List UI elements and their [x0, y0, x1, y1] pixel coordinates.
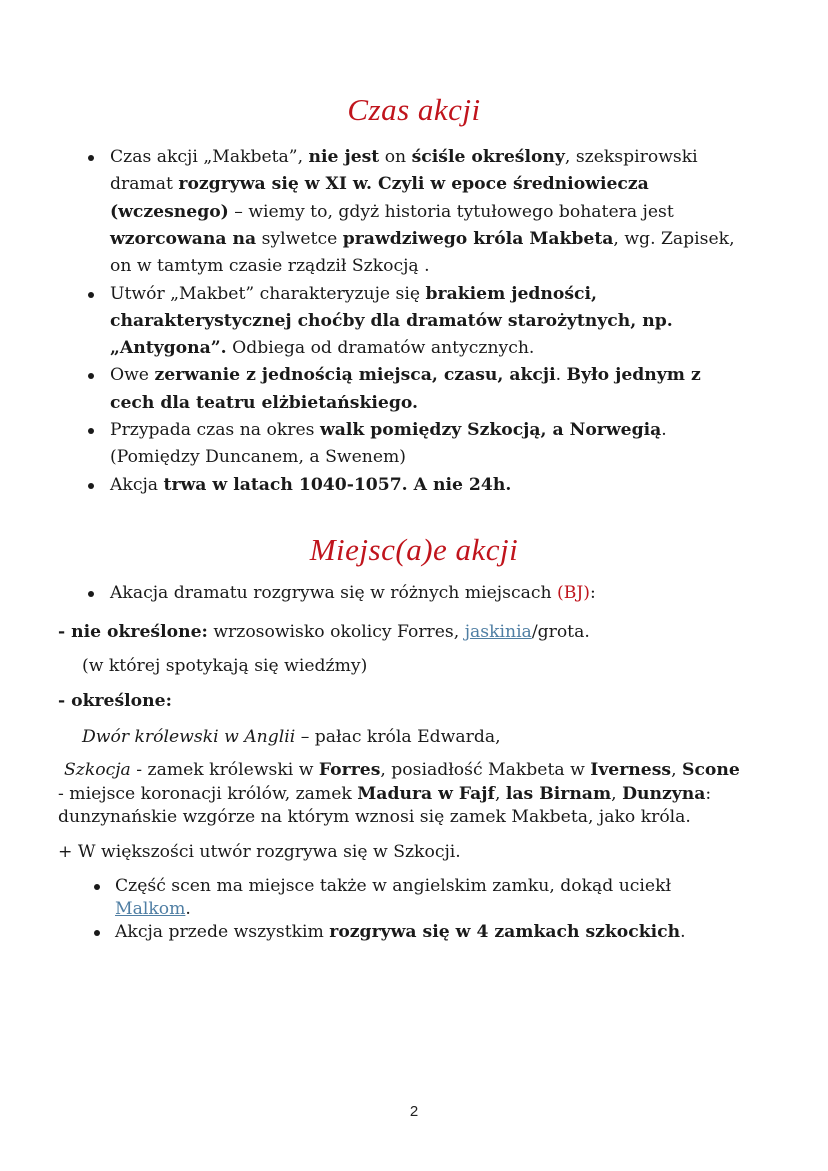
text-run: Część scen ma miejsce także w angielskim zamku, dokąd uciekł [115, 876, 672, 896]
bullet-text-line [115, 897, 191, 921]
text-run: . [555, 365, 567, 386]
italic-text: Dwór królewski w Anglii [82, 727, 296, 747]
bold-text: Było jednym z [566, 365, 701, 386]
text-run: dramat [110, 174, 179, 195]
bold-text: - określone: [58, 691, 172, 711]
text-run: - zamek królewski w [130, 760, 319, 780]
text-run: sylwetce [256, 228, 343, 249]
text-run: Czas akcji „Makbeta”, [110, 147, 309, 167]
text-run: Akcja [110, 474, 164, 495]
bold-text: „Antygona”. [110, 338, 227, 359]
bullet-text-line [110, 309, 673, 333]
bullet-text-line [110, 145, 698, 169]
bold-text: Forres [318, 760, 381, 780]
text-run: – pałac króla Edwarda, [295, 727, 501, 747]
text-run: Akacja dramatu rozgrywa się w różnych miejscach [110, 583, 557, 603]
bullet-text-line [110, 227, 735, 251]
bold-text: Scone [682, 760, 740, 780]
majority-note [58, 840, 461, 864]
bold-text: zerwanie z jednością miejsca, czasu, akcji [154, 365, 556, 386]
bullet-text-line [110, 473, 511, 497]
text-run: , [494, 783, 506, 804]
bullet-text-line [110, 282, 597, 306]
bold-text: Iverness [590, 760, 672, 780]
text-run: on [379, 147, 412, 167]
text-run: + W większości utwór rozgrywa się w Szkocji. [58, 842, 461, 862]
bold-text: wzorcowana na [110, 228, 257, 249]
scotland-line [64, 758, 740, 782]
bold-text: walk pomiędzy Szkocją, a Norwegią [319, 420, 662, 440]
bold-text: - nie określone: [58, 622, 208, 642]
specified-label [58, 689, 172, 713]
text-run: dunzynańskie wzgórze na którym wznosi się zamek Makbeta, jako króla. [58, 807, 691, 827]
bold-text: trwa w latach 1040-1057. A nie 24h. [163, 474, 512, 495]
text-run: (w której spotykają się wiedźmy) [82, 656, 368, 676]
bullet-text-line [110, 391, 418, 415]
bold-text: ściśle określony [411, 147, 565, 167]
text-run: : [705, 783, 712, 804]
text-run: , [671, 760, 683, 780]
unspecified-places-line [58, 620, 590, 644]
text-link[interactable]: Malkom [115, 899, 186, 919]
bullet-icon [94, 930, 100, 936]
text-run: Akcja przede wszystkim [115, 922, 330, 942]
red-note: (BJ) [557, 583, 590, 603]
text-run: , posiadłość Makbeta w [380, 760, 591, 780]
text-run: Owe [110, 365, 155, 386]
text-run: Odbiega od dramatów antycznych. [226, 338, 535, 359]
bold-text: brakiem jedności, [425, 283, 598, 304]
scotland-line [58, 805, 691, 829]
text-run: . [661, 420, 667, 440]
scotland-line [58, 782, 711, 806]
bullet-text-line [110, 172, 649, 196]
bullet-text-line [110, 445, 406, 469]
text-run: – wiemy to, gdyż historia tytułowego bohatera jest [228, 201, 674, 222]
bold-text: Madura w Fajf [357, 783, 495, 804]
bold-text: Dunzyna [622, 783, 706, 804]
text-run: Utwór „Makbet” charakteryzuje się [110, 283, 426, 304]
bold-text: rozgrywa się w 4 zamkach szkockich [329, 922, 681, 942]
bullet-text-line [115, 874, 671, 898]
text-run: (Pomiędzy Duncanem, a Swenem) [110, 447, 406, 468]
section-heading-time: Czas akcji [347, 92, 481, 127]
intro-bullet-line [110, 581, 596, 605]
text-run: - miejsce koronacji królów, zamek [58, 783, 358, 804]
bullet-icon [88, 591, 94, 597]
text-run: on w tamtym czasie rządził Szkocją . [110, 256, 430, 277]
bullet-text-line [110, 418, 667, 442]
italic-text: Szkocja [64, 760, 131, 780]
text-run: . [680, 922, 686, 942]
unspecified-note [82, 654, 367, 678]
england-line [82, 725, 501, 749]
text-run: : [589, 583, 596, 603]
bold-text: rozgrywa się w XI w. Czyli w epoce średniowiecza [178, 174, 649, 195]
bullet-icon [88, 292, 94, 298]
text-run: , wg. Zapisek, [613, 228, 735, 249]
bullet-text-line [110, 336, 534, 360]
bullet-icon [94, 884, 100, 890]
text-run: /grota. [531, 622, 590, 642]
bold-text: charakterystycznej choćby dla dramatów starożytnych, np. [110, 310, 673, 331]
bold-text: (wczesnego) [110, 201, 229, 222]
bullet-icon [88, 155, 94, 161]
bold-text: cech dla teatru elżbietańskiego. [110, 392, 418, 413]
text-run: Przypada czas na okres [110, 420, 320, 440]
bullet-text-line [110, 254, 430, 278]
bullet-text-line [115, 920, 686, 944]
bullet-icon [88, 428, 94, 434]
text-run: wrzosowisko okolicy Forres, [207, 622, 465, 642]
bullet-icon [88, 373, 94, 379]
text-run: . [185, 899, 191, 919]
text-link[interactable]: jaskinia [464, 622, 532, 642]
bold-text: nie jest [308, 147, 380, 167]
bold-text: prawdziwego króla Makbeta [342, 228, 614, 249]
text-run: , szekspirowski [564, 147, 698, 167]
bullet-text-line [110, 363, 701, 387]
bullet-text-line [110, 200, 674, 224]
bullet-icon [88, 483, 94, 489]
section-heading-place: Miejsc(a)e akcji [309, 532, 519, 567]
text-run: , [611, 783, 623, 804]
page-number: 2 [409, 1103, 419, 1120]
bold-text: las Birnam [505, 783, 612, 804]
